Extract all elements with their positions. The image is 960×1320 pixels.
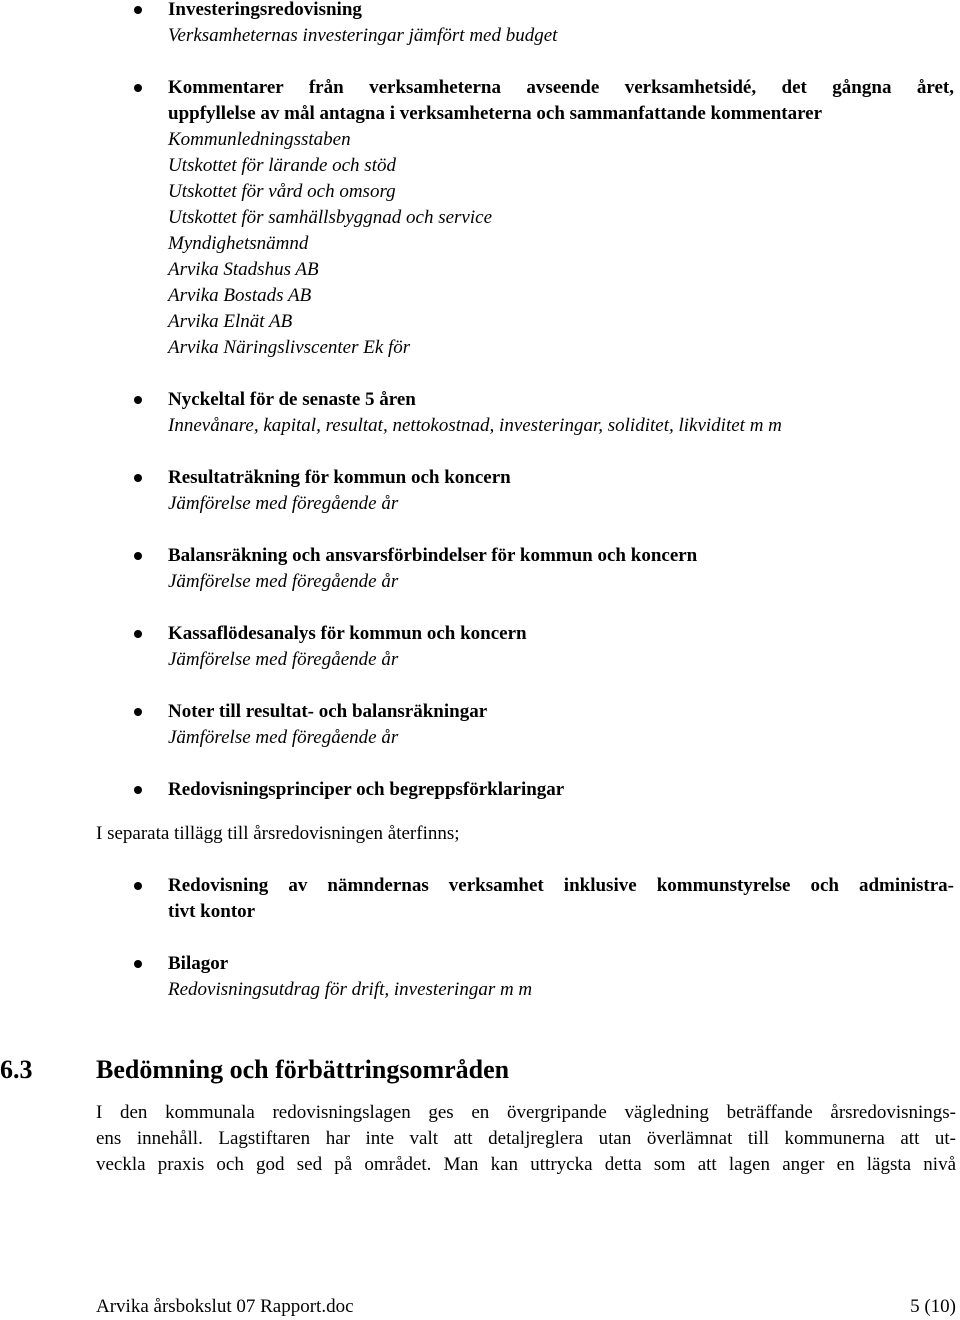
list-item <box>0 387 960 439</box>
item-title-line: uppfyllelse av mål antagna i verksamheterna och sammanfattande kommentarer <box>168 103 823 124</box>
item-subtitle: Utskottet för samhällsbyggnad och service <box>168 207 493 228</box>
bullet-icon <box>134 630 142 638</box>
list-item <box>0 0 960 49</box>
bullet-icon <box>134 552 142 560</box>
list-item <box>0 75 960 361</box>
list-item <box>0 951 960 1003</box>
list-item <box>0 777 960 803</box>
bullet-icon <box>134 474 142 482</box>
item-subtitle: Jämförelse med föregående år <box>168 727 399 748</box>
bullet-icon <box>134 708 142 716</box>
list-item <box>0 873 960 925</box>
separate-appendix-intro: I separata tillägg till årsredovisningen återfinns; <box>96 823 460 844</box>
appendix-list <box>0 873 960 1003</box>
bullet-icon <box>134 786 142 794</box>
section-paragraph <box>96 1100 956 1178</box>
list-item <box>0 465 960 517</box>
item-subtitle: Arvika Näringslivscenter Ek för <box>168 337 411 358</box>
item-title: Noter till resultat- och balansräkningar <box>168 701 488 722</box>
bullet-icon <box>134 84 142 92</box>
document-name: Arvika årsbokslut 07 Rapport.doc <box>96 1296 354 1317</box>
item-title-line: tivt kontor <box>168 901 256 922</box>
item-title: Balansräkning och ansvarsförbindelser för kommun och koncern <box>168 545 698 566</box>
item-title: Investeringsredovisning <box>168 0 362 20</box>
item-title: Bilagor <box>168 953 229 974</box>
item-subtitle: Kommunledningsstaben <box>168 129 351 150</box>
item-title-line: Kommentarer från verksamheterna avseende verksamhetsidé, det gångna året, <box>168 77 954 98</box>
page-footer <box>96 1294 956 1320</box>
section-number: 6.3 <box>0 1055 33 1084</box>
item-subtitle: Jämförelse med föregående år <box>168 649 399 670</box>
item-subtitle: Innevånare, kapital, resultat, nettokostnad, investeringar, soliditet, likviditet m m <box>168 415 782 436</box>
paragraph-line: I den kommunala redovisningslagen ges en övergripande vägledning beträffande årsredovisnings- <box>96 1102 956 1123</box>
item-subtitle: Utskottet för lärande och stöd <box>168 155 396 176</box>
page-number: 5 (10) <box>910 1296 956 1317</box>
list-item <box>0 621 960 673</box>
item-subtitle: Arvika Elnät AB <box>168 311 293 332</box>
item-subtitle: Jämförelse med föregående år <box>168 493 399 514</box>
bullet-icon <box>134 396 142 404</box>
item-subtitle: Arvika Stadshus AB <box>168 259 319 280</box>
item-title: Resultaträkning för kommun och koncern <box>168 467 511 488</box>
item-subtitle: Jämförelse med föregående år <box>168 571 399 592</box>
section-title: Bedömning och förbättringsområden <box>96 1055 510 1084</box>
bullet-icon <box>134 960 142 968</box>
item-subtitle: Redovisningsutdrag för drift, investeringar m m <box>168 979 533 1000</box>
item-subtitle: Arvika Bostads AB <box>168 285 312 306</box>
list-item <box>0 699 960 751</box>
item-subtitle: Utskottet för vård och omsorg <box>168 181 396 202</box>
list-item <box>0 543 960 595</box>
bullet-icon <box>134 6 142 14</box>
item-title: Kassaflödesanalys för kommun och koncern <box>168 623 527 644</box>
item-subtitle: Verksamheternas investeringar jämfört med budget <box>168 25 558 46</box>
bullet-icon <box>134 882 142 890</box>
item-subtitle: Myndighetsnämnd <box>168 233 309 254</box>
item-title: Redovisningsprinciper och begreppsförklaringar <box>168 779 565 800</box>
paragraph-line: veckla praxis och god sed på området. Man kan uttrycka detta som att lagen anger en lägsta nivå <box>96 1154 956 1175</box>
item-title: Nyckeltal för de senaste 5 åren <box>168 389 416 410</box>
paragraph-line: ens innehåll. Lagstiftaren har inte valt att detaljreglera utan överlämnat till kommunerna att ut- <box>96 1128 956 1149</box>
item-title-line: Redovisning av nämndernas verksamhet inklusive kommunstyrelse och administra- <box>168 875 954 896</box>
